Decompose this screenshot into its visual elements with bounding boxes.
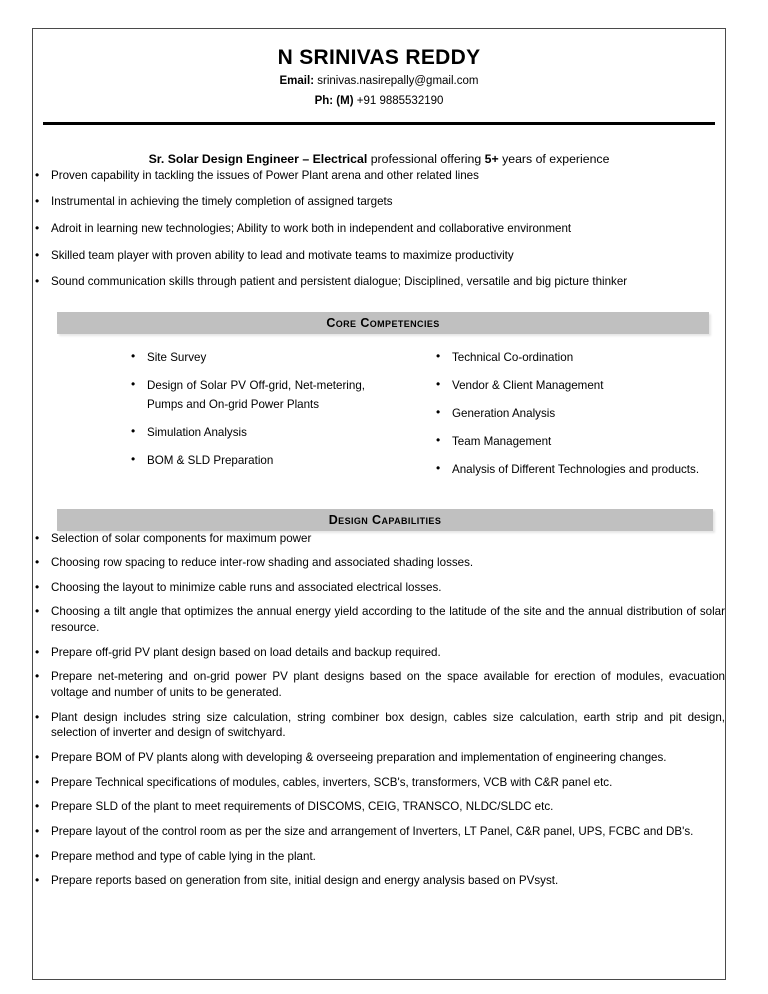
list-item: • Proven capability in tackling the issues of Power Plant arena and other related lines xyxy=(33,168,725,184)
candidate-name: N SRINIVAS REDDY xyxy=(277,46,481,69)
list-item: • Prepare layout of the control room as per the size and arrangement of Inverters, LT Panel, C&R panel, UPS, FCBC and DB's. xyxy=(33,824,725,840)
list-item: • Analysis of Different Technologies and products. xyxy=(434,460,701,479)
core-competencies-columns xyxy=(47,348,711,489)
core-competencies-right-column xyxy=(379,348,711,489)
list-item: • Selection of solar components for maximum power xyxy=(33,531,725,547)
tagline-years: 5+ xyxy=(484,151,499,166)
list-item: • Choosing row spacing to reduce inter-row shading and associated shading losses. xyxy=(33,555,725,571)
list-item: • Simulation Analysis xyxy=(129,423,365,442)
list-item: • Plant design includes string size calculation, string combiner box design, cables size calculation, earth strip and pit design, selection of inverter and design of switchyard. xyxy=(33,710,725,741)
tagline-role: Sr. Solar Design Engineer – Electrical xyxy=(148,151,368,166)
section-header-core-competencies: Core Competencies xyxy=(57,312,709,334)
core-competencies-right-list xyxy=(434,348,701,480)
professional-tagline xyxy=(51,151,707,168)
core-competencies-left-column xyxy=(47,348,379,489)
section-header-design-capabilities: Design Capabilities xyxy=(57,509,713,531)
list-item: • Prepare reports based on generation from site, initial design and energy analysis based on PVsyst. xyxy=(33,873,725,889)
email-line xyxy=(33,73,725,90)
list-item: • Prepare BOM of PV plants along with developing & overseeing preparation and implementation of engineering changes. xyxy=(33,750,725,766)
list-item: • Technical Co-ordination xyxy=(434,348,701,367)
phone-value: +91 9885532190 xyxy=(356,94,444,107)
resume-page xyxy=(32,28,726,980)
tagline-tail: years of experience xyxy=(498,151,610,166)
list-item: • BOM & SLD Preparation xyxy=(129,451,365,470)
list-item: • Prepare Technical specifications of modules, cables, inverters, SCB's, transformers, VCB with C&R panel etc. xyxy=(33,775,725,791)
list-item: • Team Management xyxy=(434,432,701,451)
list-item: • Choosing a tilt angle that optimizes the annual energy yield according to the latitude of the site and the annual distribution of solar resource. xyxy=(33,604,725,635)
resume-content xyxy=(33,29,725,979)
list-item: • Prepare net-metering and on-grid power PV plant designs based on the space available for erection of modules, evacuation voltage and number of units to be generated. xyxy=(33,669,725,700)
design-capabilities-bullet-list xyxy=(33,531,725,889)
header-divider xyxy=(43,122,715,125)
list-item: • Sound communication skills through patient and persistent dialogue; Disciplined, versatile and big picture thinker xyxy=(33,274,725,290)
list-item: • Choosing the layout to minimize cable runs and associated electrical losses. xyxy=(33,580,725,596)
resume-header xyxy=(33,29,725,110)
list-item: • Prepare off-grid PV plant design based on load details and backup required. xyxy=(33,645,725,661)
list-item: • Prepare method and type of cable lying in the plant. xyxy=(33,849,725,865)
phone-line xyxy=(33,93,725,110)
email-label: Email: xyxy=(279,75,315,88)
list-item: • Skilled team player with proven ability to lead and motivate teams to maximize productivity xyxy=(33,248,725,264)
email-value: srinivas.nasirepally@gmail.com xyxy=(317,75,479,88)
list-item: • Design of Solar PV Off-grid, Net-metering, Pumps and On-grid Power Plants xyxy=(129,376,365,414)
core-competencies-left-list xyxy=(129,348,365,471)
list-item: • Adroit in learning new technologies; Ability to work both in independent and collaborative environment xyxy=(33,221,725,237)
list-item: • Site Survey xyxy=(129,348,365,367)
tagline-middle: professional offering xyxy=(367,151,485,166)
list-item: • Prepare SLD of the plant to meet requirements of DISCOMS, CEIG, TRANSCO, NLDC/SLDC etc. xyxy=(33,799,725,815)
summary-bullet-list xyxy=(33,168,725,290)
list-item: • Instrumental in achieving the timely completion of assigned targets xyxy=(33,194,725,210)
list-item: • Generation Analysis xyxy=(434,404,701,423)
list-item: • Vendor & Client Management xyxy=(434,376,701,395)
phone-label: Ph: (M) xyxy=(314,94,354,107)
